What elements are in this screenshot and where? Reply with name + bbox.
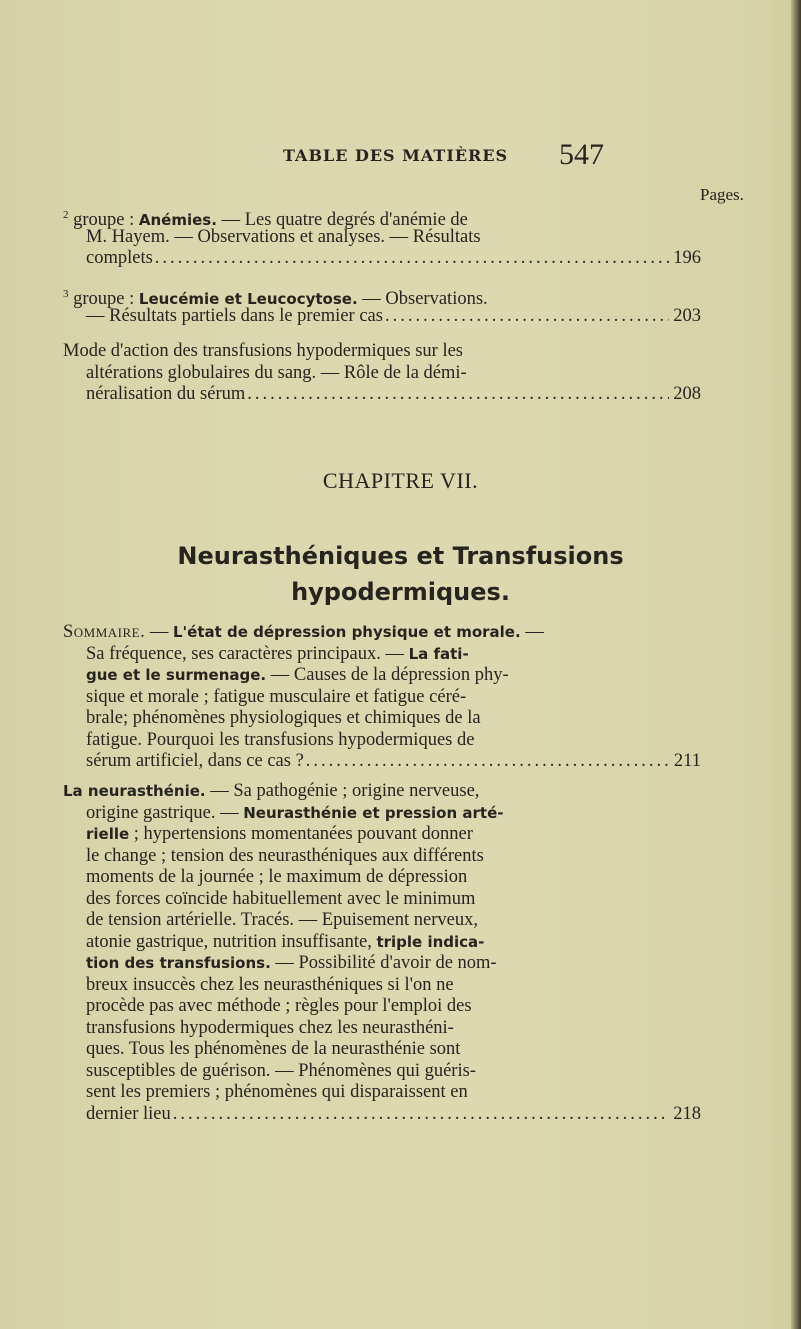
toc-entry-line — [63, 975, 703, 997]
toc-entry-text: 2 — [63, 209, 69, 221]
toc-entry-text: — — [145, 622, 173, 642]
toc-page-number: 208 — [673, 384, 701, 404]
toc-entry-text: Sa fréquence, ses caractères principaux. — — [86, 643, 409, 664]
toc-entry-text: — — [520, 622, 544, 642]
toc-entry-text: sent les premiers ; phénomènes qui disparaissent en — [86, 1082, 468, 1102]
dot-leader — [385, 306, 669, 328]
toc-entry-line — [63, 846, 703, 868]
toc-entry-text: — Observations. — [357, 289, 488, 310]
toc-entry — [63, 284, 703, 327]
toc-entry-line — [63, 341, 703, 363]
toc-entry-line — [63, 227, 703, 249]
running-head — [263, 138, 723, 186]
toc-entry-text: dernier lieu — [86, 1103, 171, 1124]
toc-entry-text: breux insuccès chez les neurasthéniques si l'on ne — [86, 974, 454, 995]
chapter-heading-line-2: hypodermiques. — [291, 578, 510, 606]
toc-entry-text: — Possibilité d'avoir de nom- — [270, 953, 497, 973]
toc-page-number: 211 — [673, 751, 701, 771]
toc-entry-text: susceptibles de guérison. — Phénomènes qui guéris- — [86, 1060, 476, 1081]
toc-entry-line — [63, 730, 703, 752]
toc-entry-line — [63, 1061, 703, 1083]
toc-entry-line — [63, 996, 703, 1018]
toc-entry-line — [63, 644, 703, 666]
toc-entry-line — [63, 205, 703, 231]
toc-entry-text: de tension artérielle. Tracés. — Epuisement nerveux, — [86, 910, 478, 930]
toc-page-number: 218 — [673, 1103, 701, 1124]
toc-entry-text: ; hypertensions momentanées pouvant donner — [129, 824, 473, 844]
toc-entry-text: néralisation du sérum — [86, 384, 246, 404]
page-edge-shadow — [791, 0, 801, 1329]
toc-entry-line — [63, 687, 703, 709]
toc-entry-line — [63, 1082, 703, 1104]
toc-entry-text: transfusions hypodermiques chez les neurasthéni- — [86, 1017, 454, 1038]
toc-entry-line — [63, 889, 703, 911]
chapter-heading — [0, 538, 801, 610]
chapter-heading-line-1: Neurasthéniques et Transfusions — [177, 542, 624, 570]
dot-leader — [155, 248, 669, 270]
toc-entry-text: atonie gastrique, nutrition insuffisante, — [86, 931, 377, 952]
toc-entry-text: 3 — [63, 288, 69, 300]
dot-leader — [173, 1104, 670, 1126]
pages-column-label: Pages. — [700, 185, 744, 204]
toc-page-number: 196 — [673, 248, 701, 268]
toc-entry-line — [63, 1039, 703, 1061]
toc-entry — [63, 622, 703, 773]
toc-entry-line — [63, 384, 703, 406]
toc-entry-line — [63, 248, 703, 270]
toc-entry-line — [63, 363, 703, 385]
toc-page-number: 203 — [673, 305, 701, 326]
toc-entry-text: procède pas avec méthode ; règles pour l'emploi des — [86, 996, 472, 1016]
toc-entry-text: — Causes de la dépression phy- — [266, 665, 509, 685]
toc-entry-emphasis: Leucémie et Leucocytose. — [138, 290, 358, 309]
toc-entry-line — [63, 824, 703, 846]
dot-leader — [306, 751, 670, 773]
toc-entry-text: Mode d'action des transfusions hypodermiques sur les — [63, 341, 463, 361]
toc-entry-line — [63, 803, 703, 825]
toc-entry-emphasis: Neurasthénie et pression arté- — [243, 803, 504, 822]
toc-entry-line — [63, 932, 703, 954]
toc-entry-text: sique et morale ; fatigue musculaire et fatigue céré- — [86, 686, 467, 707]
toc-entry-line — [63, 867, 703, 889]
toc-entry-line — [63, 622, 703, 644]
toc-entry-text: — Les quatre degrés d'anémie de — [216, 210, 468, 231]
toc-entry-text: altérations globulaires du sang. — Rôle de la démi- — [86, 362, 467, 383]
toc-entry-line — [63, 953, 703, 975]
toc-entry-line — [63, 284, 703, 310]
toc-entry-text: des forces coïncide habituellement avec le minimum — [86, 888, 476, 909]
toc-entry-emphasis: La fati- — [408, 644, 469, 663]
toc-entry-line — [63, 708, 703, 730]
toc-entry-text: sérum artificiel, dans ce cas ? — [86, 751, 304, 771]
toc-entry-text: — Résultats partiels dans le premier cas — [86, 305, 383, 326]
toc-entry-emphasis: tion des transfusions. — [86, 954, 271, 972]
toc-entry-text: Sommaire. — [63, 622, 146, 642]
toc-entry — [63, 205, 703, 270]
chapter-title: CHAPITRE VII. — [322, 468, 479, 493]
page-number: 547 — [559, 138, 604, 171]
toc-entry-emphasis: triple indica- — [376, 932, 485, 951]
toc-entry-emphasis: gue et le surmenage. — [86, 666, 267, 684]
running-title: TABLE DES MATIÈRES — [283, 146, 509, 165]
toc-entry-line — [63, 306, 703, 328]
toc-entry-emphasis: Anémies. — [138, 211, 217, 230]
dot-leader — [247, 384, 669, 406]
toc-entry-text: — Sa pathogénie ; origine nerveuse, — [205, 781, 480, 801]
toc-entry-text: M. Hayem. — Observations et analyses. — Résultats — [86, 226, 481, 247]
toc-entry-line — [63, 781, 703, 803]
toc-entry — [63, 341, 703, 406]
toc-entry-text: groupe : — [68, 289, 139, 310]
toc-entry-text: origine gastrique. — — [86, 802, 244, 823]
toc-entry-line — [63, 910, 703, 932]
toc-entry-emphasis: rielle — [86, 825, 130, 843]
toc-entry-text: fatigue. Pourquoi les transfusions hypodermiques de — [86, 729, 475, 750]
toc-entry-text: moments de la journée ; le maximum de dépression — [86, 867, 468, 887]
toc-entry-text: ques. Tous les phénomènes de la neurasthénie sont — [86, 1039, 461, 1059]
toc-entry-text: brale; phénomènes physiologiques et chimiques de la — [86, 708, 481, 728]
toc-entry — [63, 781, 703, 1125]
toc-entry-text: groupe : — [68, 210, 139, 231]
toc-entry-text: complets — [86, 248, 153, 268]
toc-entry-line — [63, 751, 703, 773]
toc-entry-line — [63, 665, 703, 687]
toc-entry-line — [63, 1018, 703, 1040]
toc-entry-emphasis: La neurasthénie. — [63, 782, 206, 800]
toc-entry-text: le change ; tension des neurasthéniques aux différents — [86, 845, 484, 866]
toc-entry-line — [63, 1104, 703, 1126]
toc-entry-emphasis: L'état de dépression physique et morale. — [173, 623, 521, 641]
